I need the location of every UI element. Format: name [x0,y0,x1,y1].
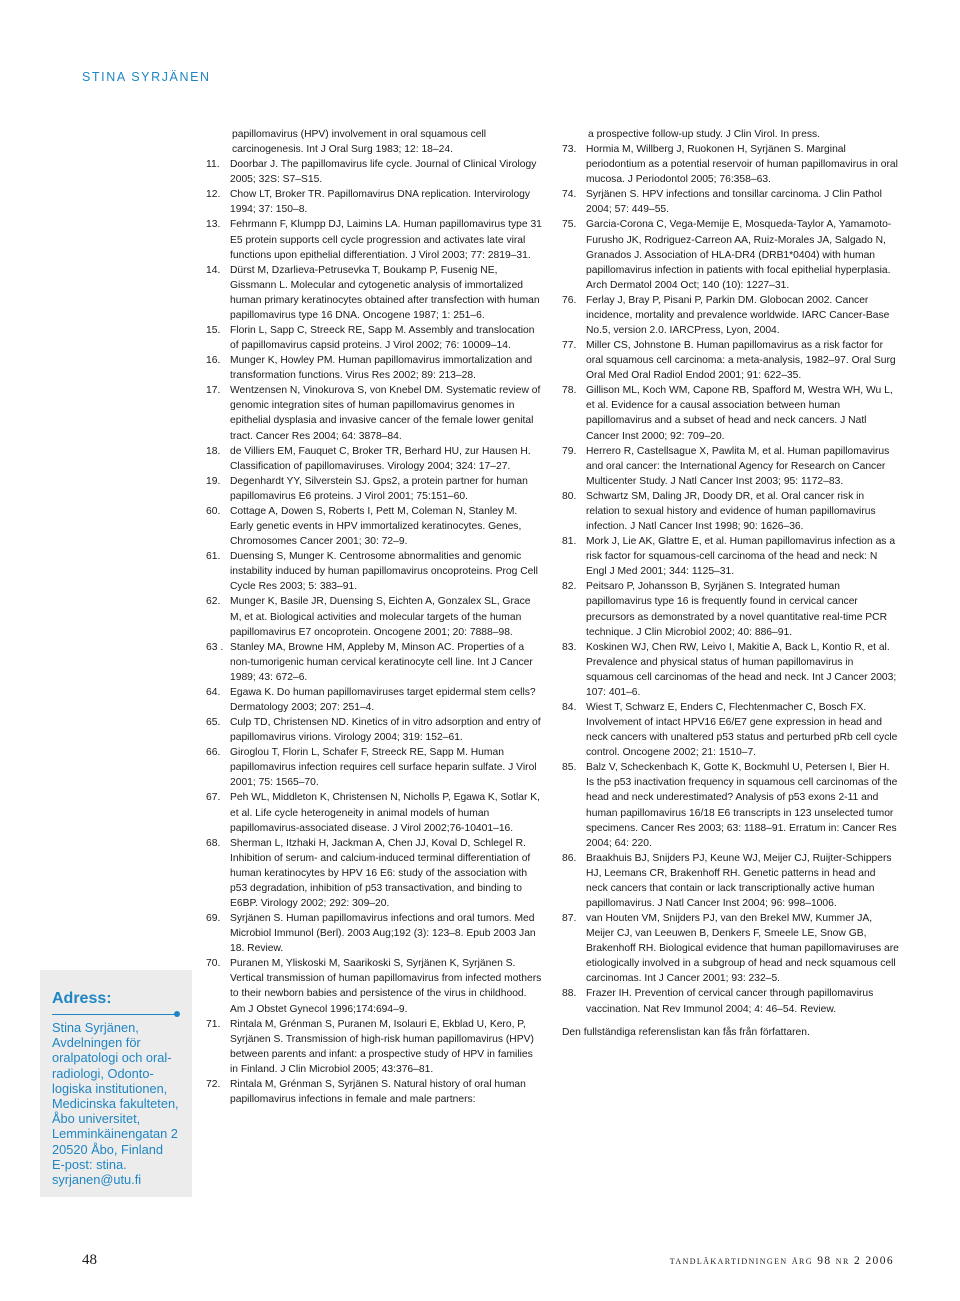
reference-number: 79. [562,445,577,457]
reference-text: papillomavirus (HPV) involvement in oral squamous cell carcinogenesis. Int J Oral Surg 1983; 12: 18–24. [232,129,487,156]
reference-text: Dürst M, Dzarlieva-Petrusevka T, Boukamp P, Fusenig NE, Gissmann L. Molecular and cytogenetic analysis of immortalized human primary keratinocytes obtained after transfection with human papillomavirus type 16 DNA. Oncogene 1987; 1: 251–6. [230,264,540,321]
reference-number: 84. [562,701,577,713]
reference-number: 13. [206,219,221,231]
reference-text: Frazer IH. Prevention of cervical cancer through papillomavirus vaccination. Nat Rev Immunol 2004; 4: 46–54. Review. [586,988,874,1015]
reference-item [562,217,900,292]
reference-number: 65. [206,717,221,729]
reference-text: Koskinen WJ, Chen RW, Leivo I, Makitie A, Back L, Kontio R, et al. Prevalence and physical status of human papillomavirus in squamous cell carcinomas of the head and neck. Int J Cancer 2003; 107: 401–6. [586,641,897,698]
reference-column-right [562,127,900,1040]
reference-text: Hormia M, Willberg J, Ruokonen H, Syrjänen S. Marginal periodontium as a potential reservoir of human papillomavirus in oral mucosa. J Periodontol 2005; 76:358–63. [586,144,898,186]
reference-text: de Villiers EM, Fauquet C, Broker TR, Berhard HU, zur Hausen H. Classification of papillomaviruses. Virology 2004; 324: 17–27. [230,445,531,472]
reference-text: Wentzensen N, Vinokurova S, von Knebel DM. Systematic review of genomic integration sites of human papillomavirus genomes in epithelial dysplasia and invasive cancer of the female lower genital tract. Cancer Res 2004; 64: 3878–84. [230,385,541,442]
reference-continuation [562,127,900,142]
reference-item [562,489,900,534]
reference-item [562,579,900,639]
address-title: Adress: [52,990,112,1007]
reference-text: Wiest T, Schwarz E, Enders C, Flechtenmacher C, Bosch FX. Involvement of intact HPV16 E6/E7 gene expression in head and neck cancers with unaltered p53 status and perturbed pRb cell cycle control. Oncogene 2002; 21: 1510–7. [586,701,898,759]
reference-item [562,187,900,217]
reference-number: 78. [562,385,577,397]
reference-item [562,851,900,911]
reference-text: Schwartz SM, Daling JR, Doody DR, et al. Oral cancer risk in relation to sexual history and evidence of human papillomavirus infection. J Natl Cancer Inst 1998; 90: 1626–36. [586,490,876,533]
reference-number: 76. [562,294,577,306]
reference-text: Rintala M, Grénman S, Syrjänen S. Natural history of oral human papillomavirus infections in female and male partners: [230,1078,526,1105]
address-rule [52,1014,176,1015]
reference-item [206,549,542,594]
reference-text: Degenhardt YY, Silverstein SJ. Gps2, a protein partner for human papillomavirus E6 proteins. J Virol 2001; 75:151–60. [230,475,528,502]
reference-item [206,836,542,911]
reference-item [206,1017,542,1077]
reference-number: 15. [206,325,221,337]
reference-text: Munger K, Howley PM. Human papillomavirus immortalization and transformation functions. Virus Res 2002; 89: 213–28. [230,355,533,382]
reference-number: 62. [206,596,221,608]
reference-text: Syrjänen S. HPV infections and tonsillar carcinoma. J Clin Pathol 2004; 57: 449–55. [586,189,882,216]
reference-number: 12. [206,189,221,201]
reference-number: 71. [206,1018,221,1030]
reference-item [562,293,900,338]
reference-column-middle [206,127,542,1107]
address-dot-icon [174,1011,180,1017]
reference-text: Peh WL, Middleton K, Christensen N, Nicholls P, Egawa K, Sotlar K, et al. Life cycle heterogeneity in animal models of human papillomavirus-associated disease. J Virol 2002;76-10401–16. [230,792,541,834]
reference-item [206,157,542,187]
reference-number: 17. [206,385,221,397]
address-line: E-post: stina. [52,1156,127,1172]
reference-item [206,444,542,474]
reference-item [562,383,900,443]
reference-number: 73. [562,144,577,156]
reference-text: Ferlay J, Bray P, Pisani P, Parkin DM. Globocan 2002. Cancer incidence, mortality and prevalence worldwide. IARC Cancer-Base No.5, version 2.0. IARCPress, Lyon, 2004. [586,294,890,337]
reference-item [206,685,542,715]
reference-continuation [206,127,542,157]
reference-item [206,187,542,217]
reference-number: 70. [206,958,221,970]
reference-item [206,911,542,956]
reference-item [206,217,542,262]
reference-number: 67. [206,792,221,804]
reference-number: 72. [206,1078,221,1090]
address-box [40,970,192,1197]
reference-text: Peitsaro P, Johansson B, Syrjänen S. Integrated human papillomavirus type 16 is frequently found in cervical cancer precursors as demonstrated by a novel quantitative real-time PCR technique. J Clin Microbiol 2002; 40: 886–91. [586,581,888,638]
reference-number: 19. [206,475,221,487]
reference-item [562,444,900,489]
reference-number: 61. [206,551,221,563]
reference-text: Fehrmann F, Klumpp DJ, Laimins LA. Human papillomavirus type 31 E5 protein supports cell cycle progression and activates late viral functions upon epithelial differentiation. J Virol 2003; 77: 2819–31. [230,219,542,261]
reference-text: Gillison ML, Koch WM, Capone RB, Spafford M, Westra WH, Wu L, et al. Evidence for a causal association between human papillomavirus and a subset of head and neck cancers. J Natl Cancer Inst 2000; 92: 709–20. [586,385,893,442]
reference-item [562,142,900,187]
address-line: Avdelningen för [52,1035,141,1051]
reference-number: 81. [562,536,577,548]
reference-text: Egawa K. Do human papillomaviruses target epidermal stem cells? Dermatology 2003; 207: 251–4. [230,686,536,713]
reference-number: 82. [562,581,577,593]
reference-text: Florin L, Sapp C, Streeck RE, Sapp M. Assembly and translocation of papillomavirus capsid proteins. J Virol 2002; 76: 10009–14. [230,325,535,352]
reference-item [206,715,542,745]
reference-text: Cottage A, Dowen S, Roberts I, Pett M, Coleman N, Stanley M. Early genetic events in HPV immortalized keratinocytes. Genes, Chromosomes Cancer 2001; 30: 72–9. [230,505,522,548]
reference-number: 64. [206,686,221,698]
reference-item [206,323,542,353]
reference-item [206,1077,542,1107]
reference-item [206,956,542,1016]
reference-text: a prospective follow-up study. J Clin Virol. In press. [588,129,820,140]
reference-text: Herrero R, Castellsague X, Pawlita M, et al. Human papillomavirus and oral cancer: the International Agency for Research on Cancer Multicenter Study. J Natl Cancer Inst 2003; 95: 1172–83. [586,445,890,487]
reference-item [206,474,542,504]
reference-text: Doorbar J. The papillomavirus life cycle. Journal of Clinical Virology 2005; 32S: S7–S15. [230,159,537,186]
running-head-author: STINA SYRJÄNEN [82,70,211,84]
address-line: Stina Syrjänen, [52,1020,139,1035]
reference-item [562,700,900,760]
reference-item [206,263,542,323]
reference-number: 66. [206,747,221,759]
reference-text: Garcia-Corona C, Vega-Memije E, Mosqueda-Taylor A, Yamamoto-Furusho JK, Rodriguez-Carreon AA, Ruiz-Morales JA, Salgado N, Granados J. Association of HLA-DR4 (DRB1*0404) with human papillomavirus infection in patients with focal epithelial hyperplasia. Arch Dermatol 2004 Oct; 140 (10): 1227–31. [586,219,892,291]
reference-number: 87. [562,913,577,925]
reference-text: Stanley MA, Browne HM, Appleby M, Minson AC. Properties of a non-tumorigenic human cervical keratinocyte cell line. Int J Cancer 1989; 43: 672–6. [230,641,533,683]
address-line: radiologi, Odonto- [52,1065,154,1081]
address-line: Medicinska fakulteten, [52,1096,179,1112]
reference-number: 85. [562,762,577,774]
address-email[interactable]: syrjanen@utu.fi [52,1172,142,1188]
address-line: 20520 Åbo, Finland [52,1141,163,1157]
reference-number: 88. [562,988,577,1000]
reference-text: Culp TD, Christensen ND. Kinetics of in vitro adsorption and entry of papillomavirus virions. Virology 2004; 319: 152–61. [230,717,541,744]
reference-number: 11. [206,159,220,171]
reference-item [206,594,542,639]
reference-text: Syrjänen S. Human papillomavirus infections and oral tumors. Med Microbiol Immunol (Berl). 2003 Aug;192 (3): 123–8. Epub 2003 Jan 18. Review. [230,913,536,955]
reference-text: Braakhuis BJ, Snijders PJ, Keune WJ, Meijer CJ, Ruijter-Schippers HJ, Leemans CR, Brakenhoff RH. Genetic patterns in head and neck cancers that contain or lack transcriptionally active human papillomavirus. J Natl Cancer Inst 2004; 96: 998–1006. [586,852,892,909]
reference-item [562,911,900,986]
reference-number: 63 . [206,641,224,653]
reference-number: 69. [206,913,221,925]
reference-number: 68. [206,837,221,849]
reference-number: 86. [562,852,577,864]
address-lines [52,1020,179,1187]
address-line: Åbo universitet, [52,1111,141,1127]
reference-text: Giroglou T, Florin L, Schafer F, Streeck RE, Sapp M. Human papillomavirus infection requires cell surface heparin sulfate. J Virol 2001; 75: 1565–70. [230,747,537,789]
reference-item [562,534,900,579]
reference-item [562,338,900,383]
reference-item [562,986,900,1016]
reference-item [206,504,542,549]
reference-number: 83. [562,641,577,653]
reference-text: van Houten VM, Snijders PJ, van den Brekel MW, Kummer JA, Meijer CJ, van Leeuwen B, Denkers F, Smeele LE, Snow GB, Brakenhoff RH. Biological evidence that human papillomaviruses are etiologically involved in a subgroup of head and neck squamous cell carcinomas. Int J Cancer 2001; 93: 232–5. [586,913,899,985]
reference-text: Balz V, Scheckenbach K, Gotte K, Bockmuhl U, Petersen I, Bier H. Is the p53 inactivation frequency in squamous cell carcinomas of the head and neck underestimated? Analysis of p53 exons 2-11 and human papillomavirus 16/18 E6 transcripts in 123 unselected tumor specimens. Cancer Res 2003; 63: 1188–91. Erratum in: Cancer Res 2004; 64: 220. [586,762,898,849]
reference-text: Rintala M, Grénman S, Puranen M, Isolauri E, Ekblad U, Kero, P, Syrjänen S. Transmission of high-risk human papillomavirus (HPV) between parents and infant: a prospective study of HPV in families in Finland. J Clin Microbiol 2005; 43:376–81. [230,1018,534,1075]
reference-text: Sherman L, Itzhaki H, Jackman A, Chen JJ, Koval D, Schlegel R. Inhibition of serum- and calcium-induced terminal differentiation of human keratinocytes by HPV 16 E6: study of the association with p53 degradation, inhibition of p53 transactivation, and binding to E6BP. Virology 2002; 292: 309–20. [230,837,531,909]
reference-item [206,745,542,790]
reference-number: 16. [206,355,221,367]
page-number: 48 [82,1252,97,1268]
reference-text: Puranen M, Yliskoski M, Saarikoski S, Syrjänen K, Syrjänen S. Vertical transmission of human papillomavirus from infected mothers to their newborn babies and persistence of the virus in childhood. Am J Obstet Gynecol 1996;174:694–9. [230,958,542,1015]
reference-item [206,383,542,443]
reference-item [562,760,900,850]
journal-name: tandläkartidningen årg 98 nr 2 2006 [669,1255,894,1267]
reference-number: 14. [206,264,221,276]
reference-number: 77. [562,340,577,352]
reference-item [206,353,542,383]
reference-text: Miller CS, Johnstone B. Human papillomavirus as a risk factor for oral squamous cell carcinoma: a meta-analysis, 1982–97. Oral Surg Oral Med Oral Radiol Endod 2001; 91: 622–35. [586,340,896,382]
reference-item [206,790,542,835]
reference-text: Duensing S, Munger K. Centrosome abnormalities and genomic instability induced by human papillomavirus oncoproteins. Prog Cell Cycle Res 2003; 5: 383–91. [230,551,538,593]
reference-text: Mork J, Lie AK, Glattre E, et al. Human papillomavirus infection as a risk factor for squamous-cell carcinoma of the head and neck: N Engl J Med 2001; 344: 1125–31. [586,536,896,578]
address-line: Lemminkäinengatan 2 [52,1126,178,1142]
reference-item [562,640,900,700]
reference-text: Munger K, Basile JR, Duensing S, Eichten A, Gonzalex SL, Grace M, et at. Biological activities and molecular targets of the human papillomavirus E7 oncoprotein. Oncogene 2001; 20: 7888–98. [230,596,531,638]
address-line: oralpatologi och oral- [52,1050,172,1066]
reference-number: 18. [206,445,221,457]
reference-number: 80. [562,490,577,502]
address-line: logiska institutionen, [52,1080,168,1096]
reference-item [206,640,542,685]
references-footnote: Den fullständiga referenslistan kan fås från författaren. [562,1026,810,1038]
reference-text: Chow LT, Broker TR. Papillomavirus DNA replication. Intervirology 1994; 37: 150–8. [230,189,531,216]
reference-number: 75. [562,219,577,231]
reference-number: 74. [562,189,577,201]
reference-number: 60. [206,505,221,517]
